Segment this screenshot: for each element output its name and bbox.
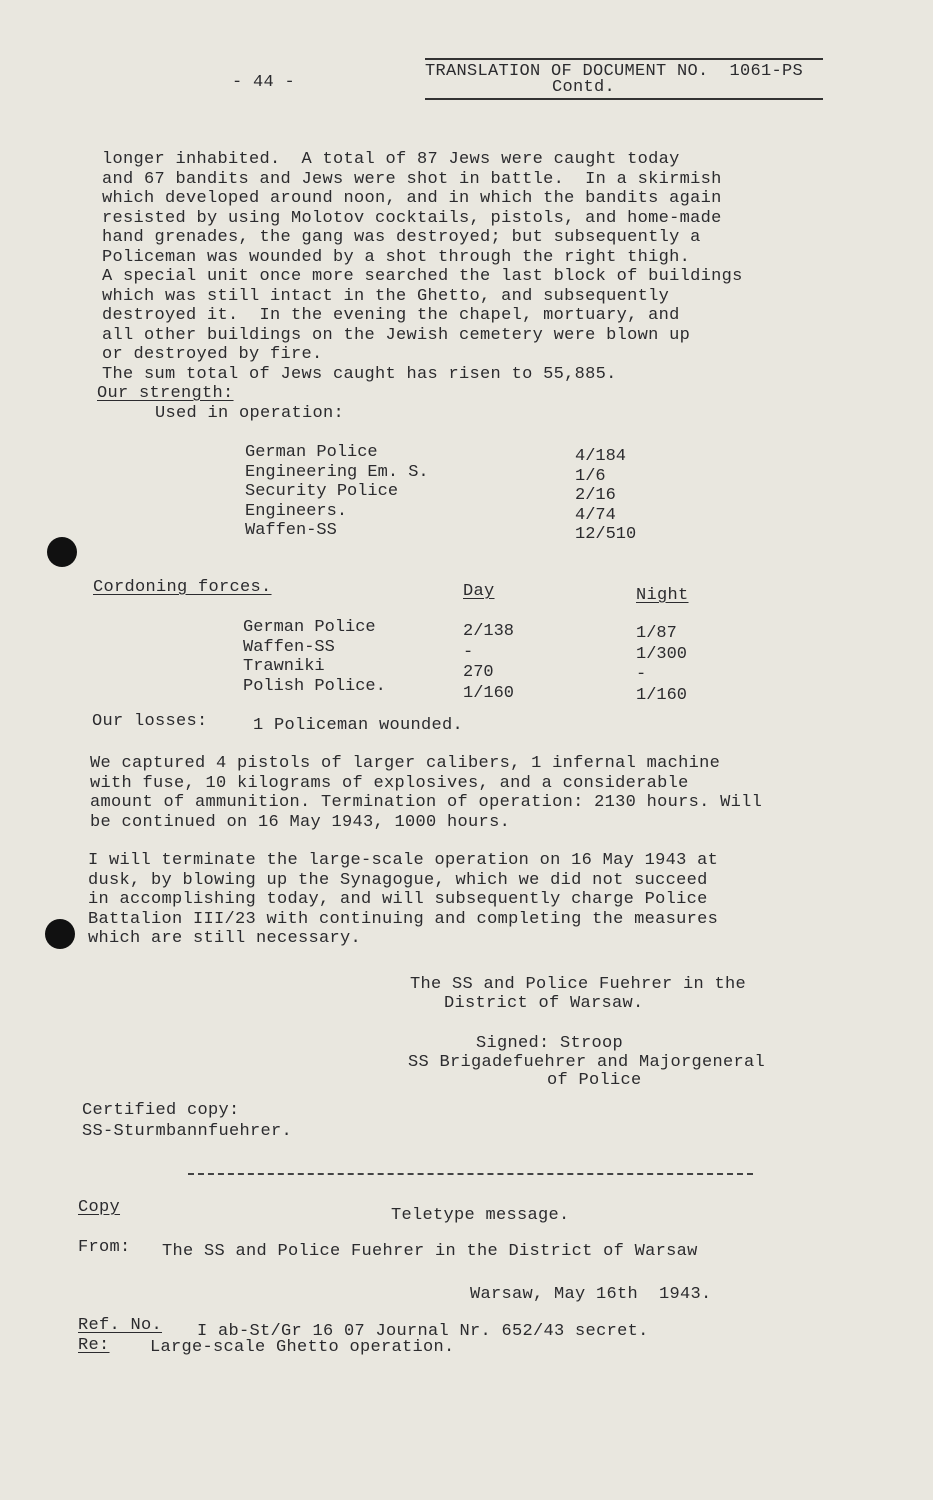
cordoning-night-value: 1/300: [636, 644, 688, 664]
ref-value: I ab-St/Gr 16 07 Journal Nr. 652/43 secret.: [197, 1322, 649, 1341]
captured-paragraph: [90, 754, 762, 832]
strength-value: 4/74: [575, 505, 616, 525]
strength-unit: Engineers.: [245, 501, 348, 521]
teletype-label: Teletype message.: [391, 1206, 570, 1225]
cordoning-unit: Trawniki: [243, 657, 325, 676]
intro-line: resisted by using Molotov cocktails, pistols, and home-made: [102, 208, 722, 228]
strength-value: 12/510: [575, 525, 637, 544]
from-value: The SS and Police Fuehrer in the District of Warsaw: [162, 1242, 698, 1261]
losses-label: Our losses:: [92, 712, 208, 731]
strength-subheading: Used in operation:: [155, 404, 345, 423]
certified-copy-label: Certified copy:: [82, 1101, 240, 1120]
terminate-line: Battalion III/23 with continuing and completing the measures: [88, 909, 719, 929]
document-title: TRANSLATION OF DOCUMENT NO. 1061-PS: [425, 62, 804, 81]
losses-value: 1 Policeman wounded.: [253, 716, 464, 735]
signatory-title-line2: District of Warsaw.: [444, 994, 644, 1013]
night-column-header: Night: [636, 586, 689, 605]
signatory-title-line1: The SS and Police Fuehrer in the: [410, 975, 747, 994]
cordoning-night-value: 1/160: [636, 685, 688, 705]
cordoning-units: [243, 618, 386, 696]
cordoning-day-value: 270: [463, 663, 494, 682]
terminate-line: dusk, by blowing up the Synagogue, which we did not succeed: [88, 870, 708, 890]
cordoning-night-values: [636, 624, 687, 706]
re-label: Re:: [78, 1336, 110, 1355]
captured-line: be continued on 16 May 1943, 1000 hours.: [90, 812, 511, 832]
strength-values: [575, 447, 636, 545]
strength-value: 2/16: [575, 486, 616, 505]
cordoning-day-value: 1/160: [463, 683, 515, 703]
terminate-line: I will terminate the large-scale operation on 16 May 1943 at: [88, 851, 719, 870]
intro-paragraph: [102, 150, 743, 384]
terminate-line: in accomplishing today, and will subsequently charge Police: [88, 890, 708, 909]
captured-line: We captured 4 pistols of larger calibers, 1 infernal machine: [90, 754, 721, 773]
page-number: - 44 -: [232, 73, 296, 92]
strength-value: 4/184: [575, 447, 627, 466]
strength-unit: Waffen-SS: [245, 521, 337, 540]
strength-unit: German Police: [245, 443, 378, 462]
title-rule-bottom: [425, 98, 823, 100]
captured-line: amount of ammunition. Termination of operation: 2130 hours. Will: [90, 793, 763, 812]
title-rule-top: [425, 58, 823, 60]
strength-value: 1/6: [575, 466, 606, 486]
intro-line: all other buildings on the Jewish cemetery were blown up: [102, 325, 691, 345]
contd-label: Contd.: [552, 78, 616, 97]
strength-unit: Security Police: [245, 482, 399, 501]
strength-heading: Our strength:: [97, 384, 234, 403]
captured-line: with fuse, 10 kilograms of explosives, and a considerable: [90, 773, 689, 793]
intro-line: or destroyed by fire.: [102, 345, 323, 364]
cordoning-day-value: 2/138: [463, 622, 515, 641]
cordoning-day-values: [463, 622, 514, 704]
intro-line: and 67 bandits and Jews were shot in battle. In a skirmish: [102, 169, 722, 189]
re-value: Large-scale Ghetto operation.: [150, 1338, 455, 1357]
intro-line: destroyed it. In the evening the chapel, mortuary, and: [102, 306, 680, 325]
punch-hole-top: [47, 537, 77, 567]
certified-copy-rank: SS-Sturmbannfuehrer.: [82, 1122, 293, 1141]
intro-line: longer inhabited. A total of 87 Jews were caught today: [102, 150, 680, 169]
terminate-paragraph: [88, 851, 718, 949]
strength-units: [245, 443, 429, 541]
rank-line2: of Police: [547, 1071, 642, 1090]
rank-line1: SS Brigadefuehrer and Majorgeneral: [408, 1053, 766, 1072]
punch-hole-bottom: [45, 919, 75, 949]
intro-line: which was still intact in the Ghetto, and subsequently: [102, 286, 670, 306]
strength-unit: Engineering Em. S.: [245, 462, 429, 482]
cordoning-night-value: -: [636, 665, 647, 684]
intro-line: The sum total of Jews caught has risen to 55,885.: [102, 364, 617, 384]
intro-line: which developed around noon, and in which the bandits again: [102, 189, 722, 208]
from-label: From:: [78, 1238, 131, 1257]
intro-line: hand grenades, the gang was destroyed; but subsequently a: [102, 228, 701, 247]
dateline: Warsaw, May 16th 1943.: [470, 1285, 712, 1304]
cordoning-unit: Waffen-SS: [243, 637, 335, 657]
cordoning-day-value: -: [463, 642, 474, 662]
cordoning-night-value: 1/87: [636, 624, 677, 643]
cordoning-unit: Polish Police.: [243, 676, 386, 696]
cordoning-heading: Cordoning forces.: [93, 578, 272, 597]
dashed-separator: [188, 1173, 753, 1175]
intro-line: A special unit once more searched the last block of buildings: [102, 267, 743, 286]
ref-label: Ref. No.: [78, 1316, 163, 1335]
day-column-header: Day: [463, 582, 495, 601]
intro-line: Policeman was wounded by a shot through the right thigh.: [102, 247, 691, 267]
cordoning-unit: German Police: [243, 618, 376, 637]
signed-line: Signed: Stroop: [476, 1034, 624, 1053]
copy-label: Copy: [78, 1198, 121, 1217]
terminate-line: which are still necessary.: [88, 929, 362, 948]
